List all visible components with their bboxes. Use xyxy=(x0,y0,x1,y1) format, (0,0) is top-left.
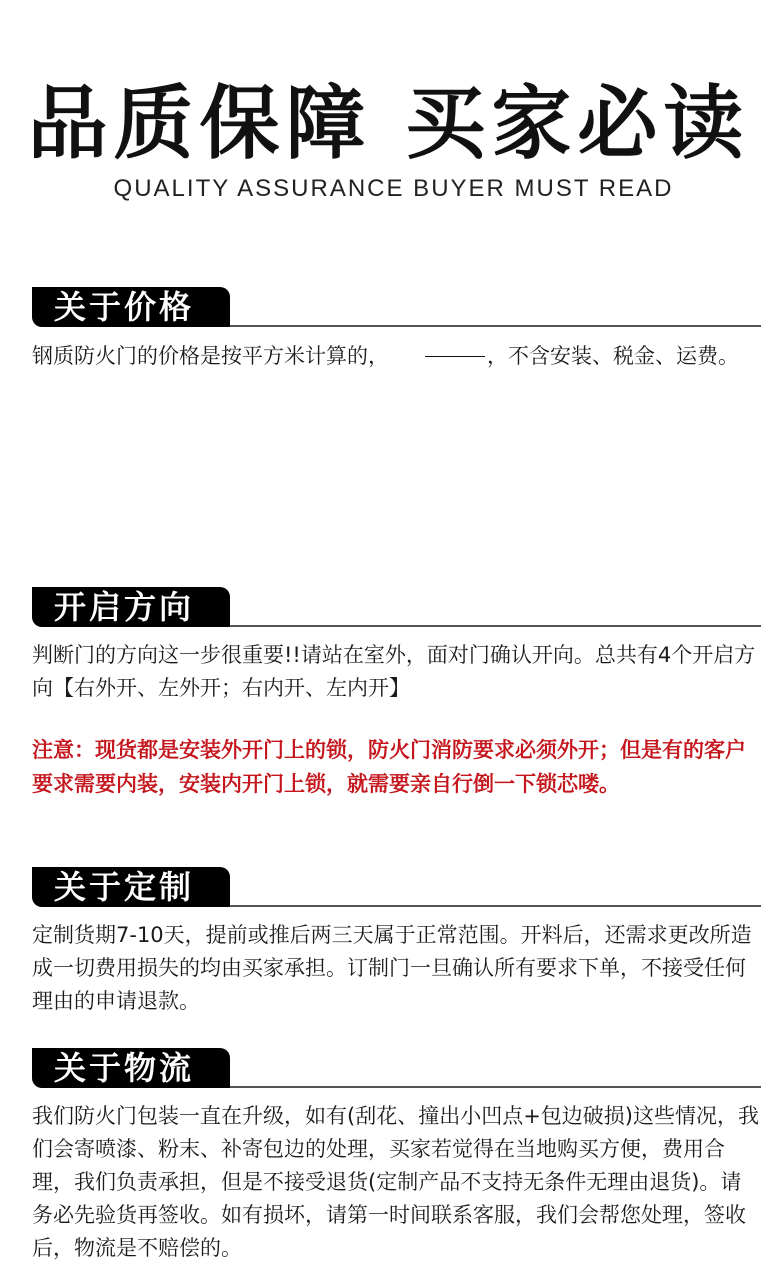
section-divider xyxy=(230,325,761,327)
direction-notice: 注意：现货都是安装外开门上的锁，防火门消防要求必须外开；但是有的客户要求需要内装，安装内开门上锁，就需要亲自行倒一下锁芯喽。 xyxy=(32,738,746,796)
section-heading-label: 开启方向 xyxy=(32,587,230,627)
section-heading-direction xyxy=(32,587,761,629)
custom-paragraph: 定制货期7-10天，提前或推后两三天属于正常范围。开料后，还需求更改所造成一切费用损失的均由买家承担。订制门一旦确认所有要求下单，不接受任何理由的申请退款。 xyxy=(32,923,752,1013)
section-divider xyxy=(230,1086,761,1088)
price-paragraph xyxy=(32,340,762,373)
price-blank-line xyxy=(425,356,485,357)
section-heading-label: 关于价格 xyxy=(32,287,230,327)
section-divider xyxy=(230,625,761,627)
section-heading-label: 关于物流 xyxy=(32,1048,230,1088)
page-title: 品质保障 买家必读 xyxy=(27,77,750,170)
direction-paragraph: 判断门的方向这一步很重要!!请站在室外，面对门确认开向。总共有4个开启方向【右外开、左外开；右内开、左内开】 xyxy=(32,643,756,700)
section-heading-custom xyxy=(32,867,761,909)
section-heading-label: 关于定制 xyxy=(32,867,230,907)
page-subtitle: QUALITY ASSURANCE BUYER MUST READ xyxy=(113,175,674,202)
section-heading-price xyxy=(32,287,761,329)
section-heading-logistics xyxy=(32,1048,761,1090)
price-text-end: ，不含安装、税金、运费。 xyxy=(487,344,739,368)
section-divider xyxy=(230,905,761,907)
price-text-start: 钢质防火门的价格是按平方米计算的， xyxy=(32,344,389,368)
logistics-paragraph: 我们防火门包装一直在升级，如有(刮花、撞出小凹点+包边破损)这些情况，我们会寄喷漆、粉末、补寄包边的处理，买家若觉得在当地购买方便，费用合理，我们负责承担，但是不接受退货(定制产品不支持无条件无理由退货)。请务必先验货再签收。如有损坏，请第一时间联系客服，我们会帮您处理，签收后，物流是不赔偿的。 xyxy=(32,1104,759,1260)
